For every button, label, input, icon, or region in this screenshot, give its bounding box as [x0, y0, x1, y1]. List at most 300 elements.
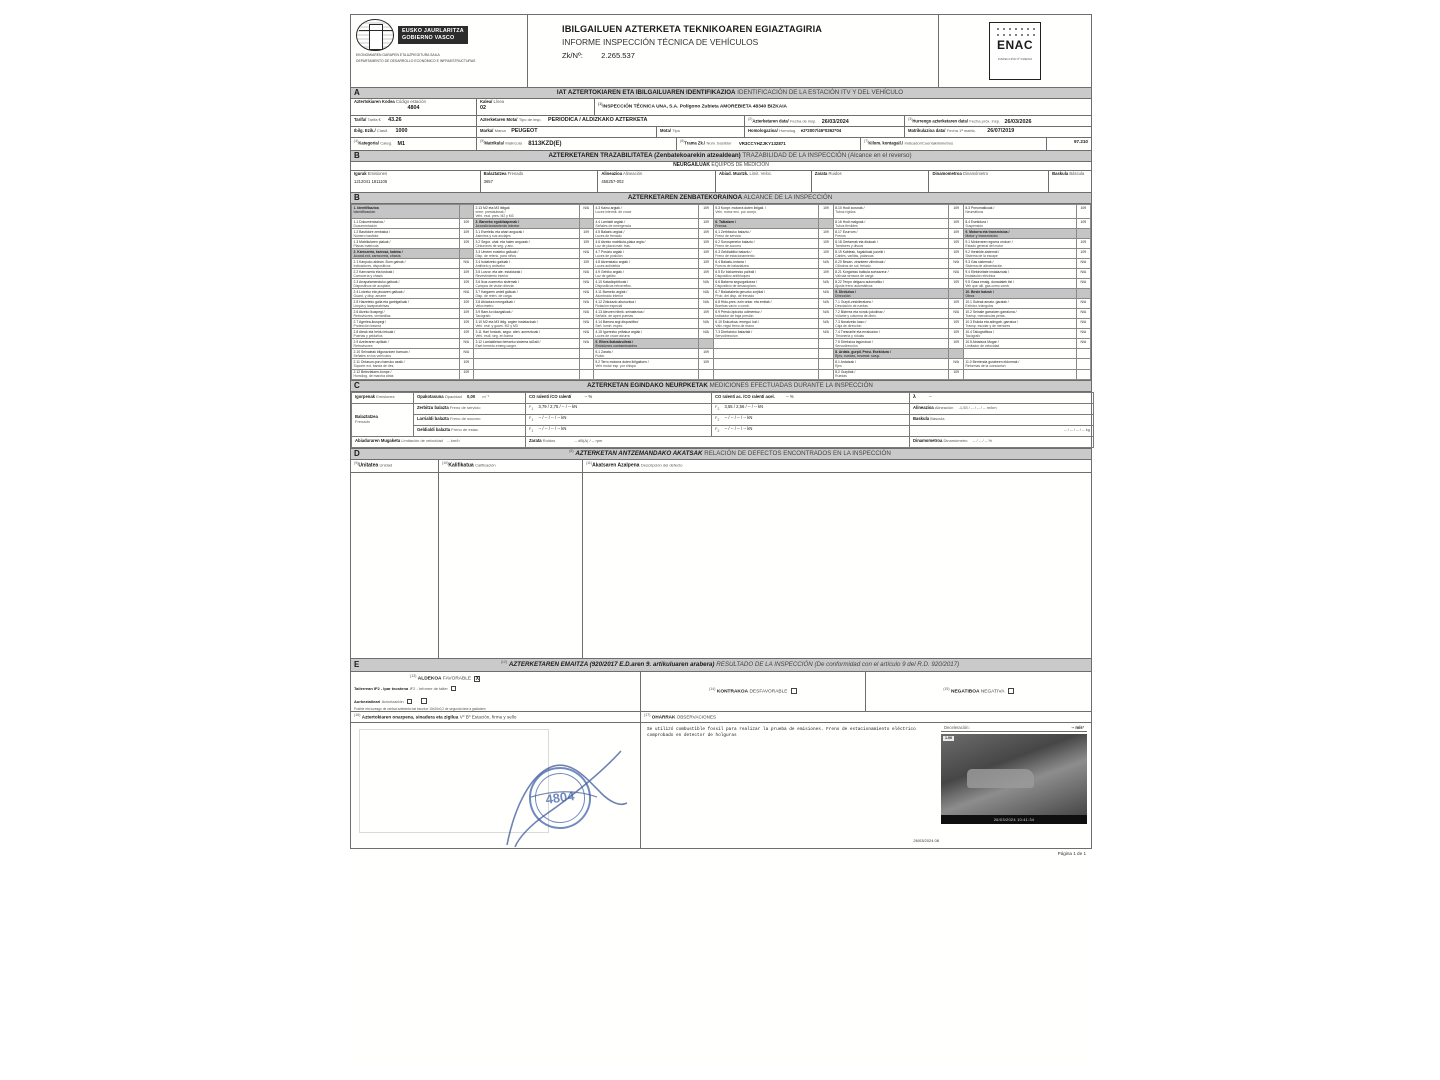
field-first-registration [905, 127, 1091, 137]
authorization-checkbox[interactable] [407, 699, 412, 704]
scope-row [352, 229, 1091, 239]
scope-item-code: N/A [1076, 279, 1090, 289]
scope-item-label [593, 319, 699, 329]
scope-item-label [713, 329, 819, 339]
result-favorable-block[interactable]: $^{(13)}$ ALDEKOA FAVORABLE X Tailerrean IF2 - Ipar txostena IF2 - Informe de taller Aurkeztaileari Autorización Posible eta luzeago de zenbat azterketa bat iraunkor 15x20x0,2 de segunda fase a galdatzen [351, 672, 641, 711]
scope-label-es: Tubos rígidos [835, 209, 856, 214]
section-b2-letter: B [354, 193, 360, 203]
scope-item-code: 109 [949, 219, 963, 229]
field-inspection-type [477, 116, 745, 126]
noise-value: -- dB(A) / -- rpm [574, 438, 603, 444]
scope-label-es: Antihielo y antivaho [475, 263, 505, 268]
alignment-value: -1,53 / -- / -- / -- m/km [958, 405, 997, 411]
favorable-checkbox[interactable] [474, 676, 480, 682]
defects-col2-eu: Kalifikatua [448, 462, 474, 469]
equipment-cell-6 [929, 171, 1049, 192]
field-category: $^{(4)}$Kategoria/ Categ. M1 [351, 138, 477, 150]
scope-item-code [819, 359, 833, 369]
unfavorable-checkbox[interactable] [791, 688, 797, 694]
scope-item-label [593, 309, 699, 319]
scope-item-label [593, 259, 699, 269]
signature-label-es: Vº Bº Estación, firma y sello [459, 714, 517, 720]
scope-item-label [833, 369, 949, 379]
defects-body-unit-col [351, 473, 439, 658]
negative-label-es: NEGATIVA [980, 689, 1005, 695]
emissions-label [352, 392, 414, 403]
scope-item-label [833, 239, 949, 249]
field-odometer-value [1047, 138, 1091, 150]
scope-label-es: Freno de servicio [715, 233, 742, 238]
homolog-label-eu: Homologazioa/ [748, 128, 778, 133]
next-date-value: 26/03/2026 [1004, 118, 1032, 125]
scope-label-eu: 9.2 Ihesbide-sistemal / [965, 249, 1000, 254]
section-b1-letter: B [354, 151, 360, 161]
scope-item-code: N/A [1076, 319, 1090, 329]
scope-item-code: N/A [699, 279, 713, 289]
section-c-body [350, 392, 1092, 449]
scope-label-es: Cilindros de sol. freiado [835, 263, 871, 268]
scope-label-es: Neumáticos [965, 209, 984, 214]
scope-label-eu: 6.7 Balaztaketa geruzko zorjikal / [715, 289, 766, 294]
scope-label-es: Homolog. de marcha atrás [353, 374, 394, 379]
plate-value: 8113KZD(E) [528, 140, 562, 147]
equipment-label-es: Báscula [1069, 171, 1085, 176]
scope-label-es: Freno de socorro [715, 243, 742, 248]
section-c-title-eu: AZTERKETAN EGINDAKO NEURPKETAK [587, 381, 708, 389]
opacity-label-es: Opacidad [444, 394, 462, 400]
title-es: INFORME INSPECCIÓN TÉCNICA DE VEHÍCULOS [562, 36, 759, 47]
scope-item-code: 109 [459, 319, 473, 329]
scope-item-code: 109 [819, 239, 833, 249]
section-e-banner: E $^{(12)}$ AZTERKETAREN EMAITZA (920/2017 E.D.aren 9. artikuluaren arabera) RESULTADO DE LA INSPECCIÓN (De conformidad con el artículo 9 del R.D. 920/2017) [350, 659, 1092, 672]
scope-label-eu: 4.3 Kainu argiak / [595, 205, 622, 210]
scope-item-label [593, 219, 699, 229]
scope-label-eu: 7.1 Gurpil-zeskileratzea / [835, 299, 873, 304]
document-title-block [527, 15, 939, 87]
scope-label-eu: 6.1 Zerbitzuko balaztu / [715, 229, 751, 234]
scope-item-code: N/A [579, 279, 593, 289]
scope-label-eu: 5. Eitera Ikatzatzuileak / [595, 339, 634, 344]
scale-value-cell [910, 425, 1094, 436]
vin-label-eu: Trama Zk./ [684, 140, 706, 146]
scope-label-es: Motor y transmisión [965, 233, 998, 238]
insp-type-value: PERIODICA / ALDIZKAKO AZTERKETA [548, 117, 648, 123]
scope-label-es: Freno de estacionamiento [715, 253, 755, 258]
scope-item-label [963, 279, 1076, 289]
scope-item-code [579, 359, 593, 369]
scope-label-eu: 4.9 Gehiko argiak / [595, 269, 624, 274]
scope-item-label [833, 339, 949, 349]
field-station-name: $^{(1)}$INSPECCIÓN TÉCNICA UNA, S.A. Polígono Zubieta AMOREBIETA 48340 BIZKAIA [598, 102, 788, 110]
scope-label-es: Luces de cruce alzurra [595, 333, 630, 338]
scope-label-eu: 3.1 Eserleku eta ahari anguzak / [475, 229, 525, 234]
scope-label-eu: 9.5 Gasa emaig. dunadatek itsl / [965, 279, 1014, 284]
scope-item-code: 109 [819, 269, 833, 279]
defects-col1-es: Unidad [379, 462, 393, 468]
tariff-label-eu: Tarifa/ [354, 117, 367, 122]
model-label-eu: Mota/ [660, 128, 671, 133]
emissions-label-es: Emisiones [376, 394, 395, 400]
deceleration-value: -- m/s² [1071, 724, 1084, 730]
section-e-title-es: RESULTADO DE LA INSPECCIÓN (De conformidad con el artículo 9 del R.D. 920/2017) [716, 661, 960, 669]
scope-item-code: 109 [949, 369, 963, 379]
scope-label-eu: 2.11 Ontasun-poru barruko azalk / [353, 359, 405, 364]
scope-item-label [473, 339, 579, 349]
scope-label-eu: 2.7 Agerlea-ikuspegi / [353, 319, 387, 324]
unfavorable-label-es: DESFAVORABLE [749, 689, 788, 695]
scope-item-code: 109 [459, 309, 473, 319]
brake-row-2-label [414, 425, 526, 436]
scope-label-eu: 4.13 Ateuren hibrik. seinalezioa / [595, 309, 645, 314]
document-number-value: 2.265.537 [601, 51, 635, 61]
section-b1-title-eu: AZTERKETAREN TRAZABILITATEA (Zenbatekoarekin atzealdean) [548, 152, 741, 160]
make-label-eu: Marka/ [480, 128, 494, 133]
government-name [398, 26, 468, 45]
scope-item-code: N/A [699, 319, 713, 329]
scope-label-eu: 3.6 Ikus zuzeneko sistemak / [475, 279, 519, 284]
scope-item-code: 109 [699, 229, 713, 239]
result-unfavorable-block[interactable]: $^{(14)}$ KONTRAKOA DESFAVORABLE [641, 672, 866, 711]
scope-label-es: Asientos y sus anclajes [475, 233, 511, 238]
scope-item-code: 109 [949, 229, 963, 239]
scope-row [352, 219, 1091, 229]
deceleration-row [941, 726, 1087, 733]
scope-item-label [473, 205, 579, 219]
scope-item-label [713, 299, 819, 309]
scope-item-code [949, 349, 963, 359]
scope-item-label [963, 269, 1076, 279]
scope-label-eu: 4.7 Posizio argiak / [595, 249, 625, 254]
defects-col1-eu: Unitatea [358, 462, 379, 469]
scope-item-code: N/A [949, 309, 963, 319]
scope-label-eu: 8.1 Ardatzak / [835, 359, 856, 364]
scope-label-eu: 10.4 Takografikoa / [965, 329, 994, 334]
photo-vehicle-shape [967, 769, 1034, 789]
scope-item-code: N/A [459, 259, 473, 269]
scope-item-code: N/A [459, 339, 473, 349]
equipment-label-es: Limit. Veloc. [749, 171, 773, 176]
scope-item-code: 109 [949, 249, 963, 259]
scope-item-code: 109 [699, 259, 713, 269]
deceleration-label: Deceleración: [944, 724, 970, 730]
scope-label-es: Caja de dirección [835, 323, 862, 328]
insp-type-label-eu: Azterketaren Mota/ [480, 117, 518, 122]
line-label-eu: Kalea/ [480, 99, 493, 104]
scope-label-es: Protección trasera [353, 323, 382, 328]
scope-item-label [352, 369, 460, 379]
scope-item-code [819, 339, 833, 349]
scope-label-es: Ruido [595, 353, 605, 358]
alignment-label-es: Alineación [934, 405, 954, 411]
scope-item-code: 109 [1076, 205, 1090, 219]
scope-item-code: 109 [949, 299, 963, 309]
scope-row [352, 205, 1091, 219]
make-value: PEUGEOT [511, 128, 538, 134]
scope-label-eu: 3.4 Isolatzeko gailuak / [475, 259, 510, 264]
brake-row-0-left: $F_1$ 3,79 / 2,75 / -- / -- kN [526, 403, 712, 414]
scope-item-label [833, 349, 949, 359]
measurements-table [351, 392, 1094, 448]
scope-label-eu: 7.4 Tresnarile eta errakuzion / [835, 329, 881, 334]
scope-item-label [352, 359, 460, 369]
scope-item-label [963, 229, 1076, 239]
equipment-cell-2 [481, 171, 599, 192]
opacity-unit: m¯¹ [482, 394, 490, 400]
brake-parking-right-value: -- / -- / -- / -- kN [724, 426, 753, 432]
scope-label-es: Luces de posición [595, 253, 623, 258]
homolog-value: e2*2007/46*0362*04 [800, 128, 842, 133]
title-eu: IBILGAILUEN AZTERKETA TEKNIKOAREN EGIAZTAGIRIA [562, 24, 823, 34]
basque-government-logo [351, 15, 527, 87]
scope-item-label [352, 259, 460, 269]
scope-label-es: Retrovisores, ventanillas [353, 313, 391, 318]
station-code-value: 4804 [407, 104, 420, 111]
scale-label-eu: Baskula [913, 416, 930, 422]
scope-item-code: N/A [949, 359, 963, 369]
scope-item-code [699, 339, 713, 349]
scope-label-eu: 6.8 Hidu-pres. ezin ontar. eta emitak / [715, 299, 772, 304]
section-e-title-eu: AZTERKETAREN EMAITZA (920/2017 E.D.aren 9. artikuluaren arabera) [508, 661, 715, 669]
braking-label-eu: Balaztatzea [355, 413, 378, 419]
scope-label-es: Guard. y disp. amarre [353, 293, 387, 298]
scope-label-eu: 2.8 Ateak eta heldu lekuak / [353, 329, 396, 334]
enac-dots-icon [995, 26, 1035, 38]
scope-item-code: N/A [949, 259, 963, 269]
photo-date-left: 26/03/2024 08 [913, 837, 939, 843]
scope-item-code [579, 349, 593, 359]
brake-service-label-es: Freno de servicio [449, 405, 481, 411]
scope-item-label [833, 279, 949, 289]
enac-subtext: INSPECCIÓN Nº 04/EI016 [997, 56, 1033, 61]
defects-col3-eu: Akatsaren Azalpena [592, 462, 640, 469]
defects-col-qualification: $^{(10)}$Kalifikatua Calificación [439, 460, 583, 472]
scope-label-es: Luces de frenado [595, 233, 622, 238]
scope-item-label [963, 249, 1076, 259]
defects-table-header [350, 460, 1092, 473]
workshop-checkbox[interactable] [451, 686, 456, 691]
scope-item-code: 109 [579, 239, 593, 249]
scope-label-eu: 8.3 Pneumatikoak / [965, 205, 995, 210]
scope-label-es: Suspensión [965, 223, 984, 228]
scope-label-eu: 10.1 Suteak amatu. garaiak / [965, 299, 1009, 304]
gov-line-es: GOBIERNO VASCO [402, 35, 455, 41]
scope-item-label [352, 269, 460, 279]
scope-item-code [579, 369, 593, 379]
scope-row [352, 249, 1091, 259]
scope-item-label [352, 239, 460, 249]
insp-date-label-eu: Azterketaren data/ [752, 118, 789, 124]
scope-row [352, 239, 1091, 249]
scope-item-label [593, 205, 699, 219]
scope-label-eu: 8.10 Hodi zurunak / [835, 205, 865, 210]
enac-accreditation-block [939, 15, 1091, 87]
scope-label-es: Señales de emergencia [595, 223, 631, 228]
equipment-value: 456257-002 [601, 178, 624, 184]
scope-item-code: 109 [699, 249, 713, 259]
workshop-label-es: IF2 - Informe de taller [409, 686, 448, 692]
scope-item-label [593, 359, 699, 369]
scope-label-es: Frenos [715, 223, 727, 228]
speed-limit-cell [352, 436, 526, 447]
opacity-label-eu: Opakotasuna [417, 394, 444, 400]
scope-label-eu: 1.1 Dokumentazioa / [353, 219, 385, 224]
scope-item-label [473, 259, 579, 269]
scope-label-eu: 6.2 Sorospeneko balaztu / [715, 239, 755, 244]
scope-item-label [713, 259, 819, 269]
scope-item-label [963, 309, 1076, 319]
scope-item-label [833, 219, 949, 229]
scope-item-label [473, 249, 579, 259]
field-plate: $^{(5)}$Matrikula/ Matrícula 8113KZD(E) [477, 138, 677, 150]
scope-item-label [473, 229, 579, 239]
noise-cell [526, 436, 910, 447]
section-b1-title-es: TRAZABILIDAD DE LA INSPECCIÓN (Alcance en el reverso) [742, 152, 912, 160]
section-d-title-es: RELACIÓN DE DEFECTOS ENCONTRADOS EN LA INSPECCIÓN [704, 450, 891, 458]
scope-item-code [1076, 359, 1090, 369]
scope-label-eu: 6.5 Ez bizkarrezko pa/ball / [715, 269, 756, 274]
scope-item-label [352, 339, 460, 349]
scope-label-eu: 2.3 Arrapalamenduko gaituak / [353, 279, 400, 284]
scope-row [352, 359, 1091, 369]
negative-checkbox[interactable] [1008, 688, 1014, 694]
next-date-label-eu: Hurrengo azterketaren data/ [912, 118, 969, 124]
scope-item-label [833, 229, 949, 239]
scope-item-label [352, 309, 460, 319]
scope-label-es: Dispositivos de acoplam. [353, 283, 392, 288]
scope-item-label [593, 269, 699, 279]
scope-item-code: 109 [459, 269, 473, 279]
scope-label-eu: 8.16 Hodi malguak / [835, 219, 866, 224]
scope-item-label [593, 369, 699, 379]
equipment-cell-5 [812, 171, 930, 192]
lambda-cell [910, 392, 1094, 403]
station-name-value: INSPECCIÓN TÉCNICA UNA, S.A. Polígono Zubieta AMOREBIETA 48340 BIZKAIA [602, 104, 788, 110]
scope-row [352, 289, 1091, 299]
equipment-label-eu: Alineazioa [601, 171, 623, 176]
model-label-es: Tipo [672, 128, 680, 133]
equipment-label-es: Ruidos [828, 171, 842, 176]
scope-item-label [352, 249, 460, 259]
scope-item-code: 109 [459, 329, 473, 339]
observations-label-es: OBSERVACIONES [676, 714, 717, 720]
defects-col-description: $^{(11)}$Akatsaren Azalpena Descripción del defecto [586, 460, 683, 469]
scope-item-code: 109 [949, 205, 963, 219]
scope-label-es: Ajuste freno automáticos [835, 283, 873, 288]
scope-label-eu: 4.15 Igurrezko pribatuz argiak / [595, 329, 643, 334]
dynamometer-cell [910, 436, 1094, 447]
brake-emergency-label-eu: Larrialdi balazta [417, 416, 449, 422]
scope-label-es: Reformas de la cuinciarion [965, 364, 1006, 368]
scope-label-eu: 10.3 Eskola eta adingab. garraioa / [965, 319, 1018, 324]
scope-item-code [819, 219, 833, 229]
field-next-inspection-date: $^{(3)}$Hurrengo azterketaren data/ Fecha próx. insp. 26/03/2026 [908, 117, 1032, 125]
scope-item-code: 109 [1076, 249, 1090, 259]
scope-label-es: Luces antiniebla [595, 263, 620, 268]
scope-item-label [963, 349, 1076, 359]
scope-item-code: N/A [1076, 299, 1090, 309]
scope-label-es: Revestimiento interior [475, 273, 509, 278]
scope-item-code: N/A [699, 329, 713, 339]
scope-item-code [949, 289, 963, 299]
scope-label-eu: 5.1 Zarata / [595, 349, 613, 354]
section-c-title-es: MEDICIONES EFECTUADAS DURANTE LA INSPECCIÓN [709, 381, 873, 389]
scope-item-label [963, 359, 1076, 369]
scope-label-eu: 3.3 Umeen eusteko gailuak / [475, 249, 519, 254]
scope-label-es: Vehí. motor enc. por compr. [715, 209, 757, 214]
signature-observations-row [350, 712, 1092, 849]
make-label-es: Marca [494, 128, 506, 133]
scope-label-eu: 4.4 Larrialdi argiak / [595, 219, 626, 224]
scope-label-eu: 4.6 Atzeko matrikula-plaka argia / [595, 239, 646, 244]
equipment-label-eu: Dinamometroa [932, 171, 962, 176]
scope-item-label [833, 259, 949, 269]
scope-label-eu: 4.10 Katadioptrikoak / [595, 279, 629, 284]
scope-item-code: N/A [579, 329, 593, 339]
scope-label-eu: 9. Motorra eta transmisioa / [965, 229, 1010, 234]
scope-label-eu: 10.5 Abiadura Mugar / [965, 339, 999, 344]
dynamometer-label-es: Dinamómetro [943, 438, 968, 444]
tariff-label-es: Tarifa € [367, 117, 381, 122]
observations-text: Se utilizó combustible fossil para realizar la prueba de emisiones. Freno de estacionamiento eléctrico comprobado en detector de holguras [647, 726, 916, 739]
scope-item-label [963, 299, 1076, 309]
result-negative-block[interactable]: $^{(15)}$ NEGATIBOA NEGATIVA [866, 672, 1091, 711]
scope-label-es: Frenos [835, 233, 846, 238]
scope-label-eu: 1.2 Bastidore zenbakia / [353, 229, 390, 234]
classif-value: 1000 [395, 128, 408, 134]
scope-item-label [713, 279, 819, 289]
scope-row [352, 309, 1091, 319]
authorization-checkbox-2[interactable] [421, 698, 427, 704]
plate-label-eu: Matrikula/ [484, 140, 504, 146]
scope-label-es: Limitador de velocidad [965, 343, 1000, 348]
dynamometer-label-eu: Dinamometroa [913, 438, 943, 444]
alignment-label-eu: Alineazioa [913, 405, 934, 411]
brake-emergency-left-value: -- / -- / -- / -- kN [538, 415, 567, 421]
section-d-letter: D [354, 448, 360, 458]
scope-label-eu: 7.5 Direkzioa lagunduar / [835, 339, 873, 344]
scope-item-label [473, 319, 579, 329]
brake-row-2-right: $F_2$ -- / -- / -- / -- kN [712, 425, 910, 436]
co-idle-label: CO ralentí /CO ralentí [529, 394, 572, 400]
scope-item-code [1076, 229, 1090, 239]
equip-title-es: EQUIPOS DE MEDICIÓN [711, 162, 769, 168]
scope-label-eu: 10.2 Seinale garraioen garraiona / [965, 309, 1017, 314]
scope-label-es: Carrocería y chasis [353, 273, 383, 278]
section-d-banner: D $^{(8)}$ AZTERKETAN ANTZEMANDAKO AKATSAK RELACIÓN DE DEFECTOS ENCONTRADOS EN LA INSPECCIÓN [350, 449, 1092, 460]
scope-row [352, 299, 1091, 309]
equipment-cell-4 [716, 171, 812, 192]
scope-item-label [713, 359, 819, 369]
scope-label-es: Luz de placa matr. tras. [595, 243, 631, 248]
scope-item-code: 109 [949, 279, 963, 289]
enac-word: ENAC [996, 38, 1033, 52]
scope-label-eu: 9.3 Gas sistemak / [965, 259, 994, 264]
brake-parking-label-es: Freno de estac. [451, 427, 480, 433]
signature-label-eu: Aztertokiaren onarpena, sinadura eta zigilua [361, 714, 459, 720]
scope-item-code [459, 205, 473, 219]
defects-body-desc-col [583, 473, 1091, 658]
co-accel-value: -- % [785, 394, 794, 400]
scope-item-code: N/A [1076, 309, 1090, 319]
equipment-cell-7 [1049, 171, 1091, 192]
scope-item-label [593, 279, 699, 289]
scope-row [352, 329, 1091, 339]
classif-label-eu: Ibilg. Ezik./ [354, 128, 376, 133]
scope-item-code: N/A [819, 289, 833, 299]
scope-label-es: Señaliz. de apert puertas [595, 313, 634, 318]
scope-item-code: 109 [699, 205, 713, 219]
scope-label-es: Tambores y discos [835, 243, 864, 248]
